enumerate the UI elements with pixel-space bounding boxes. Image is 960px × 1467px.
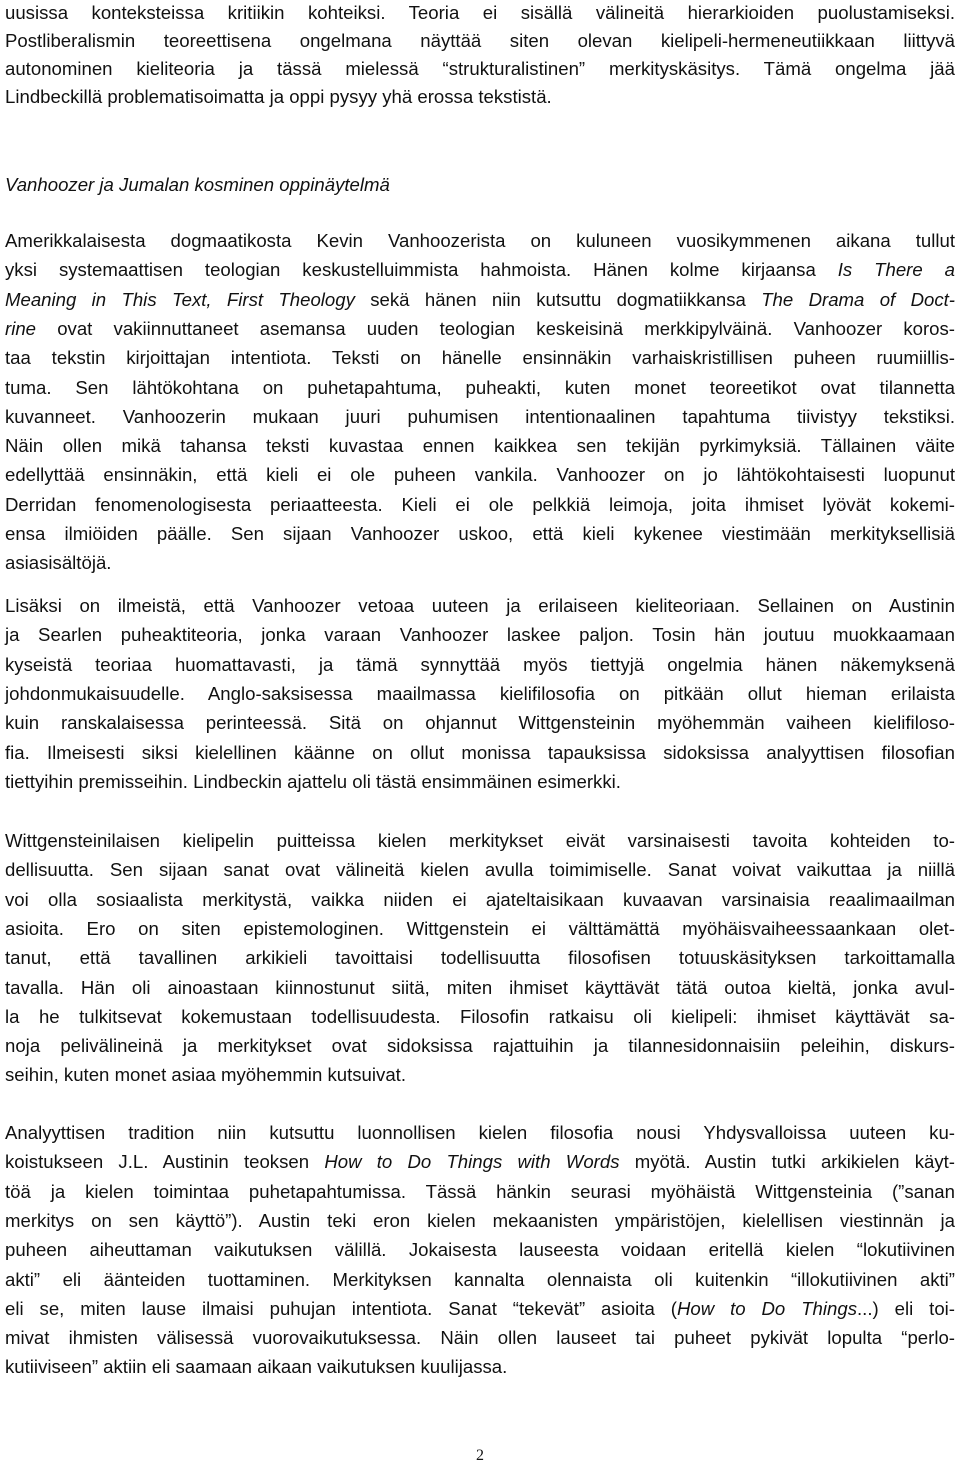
paragraph-2-line: johdonmukaisuudelle. Anglo-saksisessa maailmassa kielifilosofia on pitkään ollut hieman erilaista <box>5 682 955 704</box>
paragraph-4-line: akti” eli äänteiden tuottaminen. Merkityksen kannalta olennaista oli kuitenkin “illokutiivinen akti” <box>5 1268 955 1290</box>
paragraph-1-line: yksi systemaattisen teologian keskustelluimmista hahmoista. Hänen kolme kirjaansa Is There a <box>5 259 955 281</box>
paragraph-1-line: Derridan fenomenologisesta periaatteesta. Kieli ei ole pelkkiä leimoja, joita ihmiset lyövät kokemi- <box>5 493 955 515</box>
section-heading: Vanhoozer ja Jumalan kosminen oppinäytelmä <box>5 174 390 195</box>
paragraph-1-line: asiasisältöjä. <box>5 552 112 574</box>
paragraph-3-line: la he tulkitsevat kokemustaan todellisuudesta. Filosofin ratkaisu oli kielipeli: ihmiset käyttävät sa- <box>5 1005 955 1027</box>
paragraph-3-line: dellisuutta. Sen sijaan sanat ovat välineitä kielen avulla toimimiselle. Sanat voivat vaikuttaa ja niillä <box>5 859 955 881</box>
page-number: 2 <box>476 1447 484 1464</box>
paragraph-2-line: tiettyihin premisseihin. Lindbeckin ajattelu oli tästä ensimmäinen esimerkki. <box>5 770 621 792</box>
paragraph-2-line: fia. Ilmeisesti siksi kielellinen käänne on ollut monissa tapauksissa sidoksissa analyyttisen filosofian <box>5 741 955 763</box>
paragraph-3-line: noja pelivälineinä ja merkitykset ovat sidoksissa rajattuihin ja tilannesidonnaisiin peleihin, diskurs- <box>5 1035 955 1057</box>
paragraph-4-line: Analyyttisen tradition niin kutsuttu luonnollisen kielen filosofia nousi Yhdysvalloissa uuteen ku- <box>5 1122 955 1143</box>
paragraph-1-line: rine ovat vakiinnuttaneet asemansa uuden teologian keskeisinä merkkipylväinä. Vanhoozer koros- <box>5 317 955 339</box>
paragraph-1-line: Näin ollen mikä tahansa teksti kuvastaa ennen kaikkea sen tekijän pyrkimyksiä. Tällainen väite <box>5 435 955 457</box>
paragraph-1-line: ensa ilmiöiden päälle. Sen sijaan Vanhoozer uskoo, että kieli kykenee viestimään merkityksellisiä <box>5 523 955 544</box>
paragraph-4-line: merkitys on sen käyttö”). Austin teki eron kielen mekaanisten ympäristöjen, kielellisen viestinnän ja <box>5 1209 955 1231</box>
paragraph-3-line: asioita. Ero on siten epistemologinen. Wittgenstein ei välttämättä myöhäisvaiheessaankaan olet- <box>5 917 955 939</box>
paragraph-1-line: tuma. Sen lähtökohtana on puhetapahtuma, puheakti, kuten monet teoreetikot ovat tilannetta <box>5 376 955 398</box>
paragraph-3-line: tanut, että tavallinen arkikieli tavoittaisi todellisuutta filosofisen totuuskäsityksen tarkoittamalla <box>5 947 955 969</box>
paragraph-4-line: eli se, miten lause ilmaisi puhujan intentiota. Sanat “tekevät” asioita (How to Do Things...) eli toi- <box>5 1297 955 1319</box>
paragraph-3-line: seihin, kuten monet asiaa myöhemmin kutsuivat. <box>5 1064 406 1086</box>
paragraph-3-line: voi olla sosiaalista merkitystä, vaikka niiden ei ajateltaisikaan kuvaavan varsinaisia reaalimaailman <box>5 888 955 910</box>
paragraph-2-line: kuin ranskalaisessa perinteessä. Sitä on ohjannut Wittgensteinin myöhemmän vaiheen kielifiloso- <box>5 712 955 734</box>
paragraph-3-line: tavalla. Hän oli ainoastaan kiinnostunut siitä, miten ihmiset käyttävät tätä outoa kieltä, jonka avul- <box>5 976 955 998</box>
paragraph-1-line: Meaning in This Text, First Theology sekä hänen niin kutsuttu dogmatiikkansa The Drama of Doct- <box>5 288 955 310</box>
paragraph-2-line: ja Searlen puheaktiteoria, jonka varaan Vanhoozer laskee paljon. Tosin hän joutuu muokkaamaan <box>5 624 955 646</box>
intro-line-3: autonominen kieliteoria ja tässä mielessä “strukturalistinen” merkityskäsitys. Tämä ongelma jää <box>5 58 955 79</box>
intro-line-2: Postliberalismin teoreettisena ongelmana näyttää siten olevan kielipeli-hermeneutiikkaan liittyvä <box>5 30 955 51</box>
paragraph-4-line: mivat ihmisten välisessä vuorovaikutuksessa. Näin ollen lauseet tai puheet pykivät lopulta “perlo- <box>5 1327 955 1349</box>
intro-line-4: Lindbeckillä problematisoimatta ja oppi pysyy yhä erossa tekstistä. <box>5 86 552 107</box>
paragraph-1-line: taa tekstin kirjoittajan intentiota. Teksti on hänelle ensinnäkin varhaiskristillisen puheen ruumiillis- <box>5 347 955 369</box>
paragraph-4-line: koistukseen J.L. Austinin teoksen How to Do Things with Words myötä. Austin tutki arkikielen käyt- <box>5 1151 956 1173</box>
paragraph-2-line: Lisäksi on ilmeistä, että Vanhoozer vetoaa uuteen ja erilaiseen kieliteoriaan. Sellainen on Austinin <box>5 595 955 616</box>
paragraph-3-line: Wittgensteinilaisen kielipelin puitteissa kielen merkitykset eivät varsinaisesti tavoita kohteiden to- <box>5 830 955 851</box>
paragraph-1-line: kuvanneet. Vanhoozerin mukaan juuri puhumisen intentionaalinen tapahtuma tiivistyy tekstiksi. <box>5 405 955 427</box>
paragraph-1-line: edellyttää ensinnäkin, että kieli ei ole puheen vankila. Vanhoozer on jo lähtökohtaisesti luopunut <box>5 464 955 486</box>
intro-line-1: uusissa konteksteissa kritiikin kohteiksi. Teoria ei sisällä välineitä hierarkioiden puolustamiseksi. <box>5 2 955 23</box>
paragraph-1-line: Amerikkalaisesta dogmaatikosta Kevin Vanhoozerista on kuluneen vuosikymmenen aikana tullut <box>5 230 955 251</box>
paragraph-4-line: töä ja kielen toimintaa puhetapahtumissa. Tässä hänkin seurasi myöhäistä Wittgensteinia (”sanan <box>5 1180 955 1202</box>
paragraph-2-line: kyseistä teoriaa huomattavasti, ja tämä synnyttää myös tiettyjä ongelmia hänen näkemyksenä <box>5 653 955 675</box>
paragraph-4-line: puheen aiheuttaman vaikutuksen välillä. Jokaisesta lauseesta voidaan eritellä kielen “lokutiivinen <box>5 1239 955 1261</box>
paragraph-4-line: kutiiviseen” aktiin eli saamaan aikaan vaikutuksen kuulijassa. <box>5 1356 508 1378</box>
